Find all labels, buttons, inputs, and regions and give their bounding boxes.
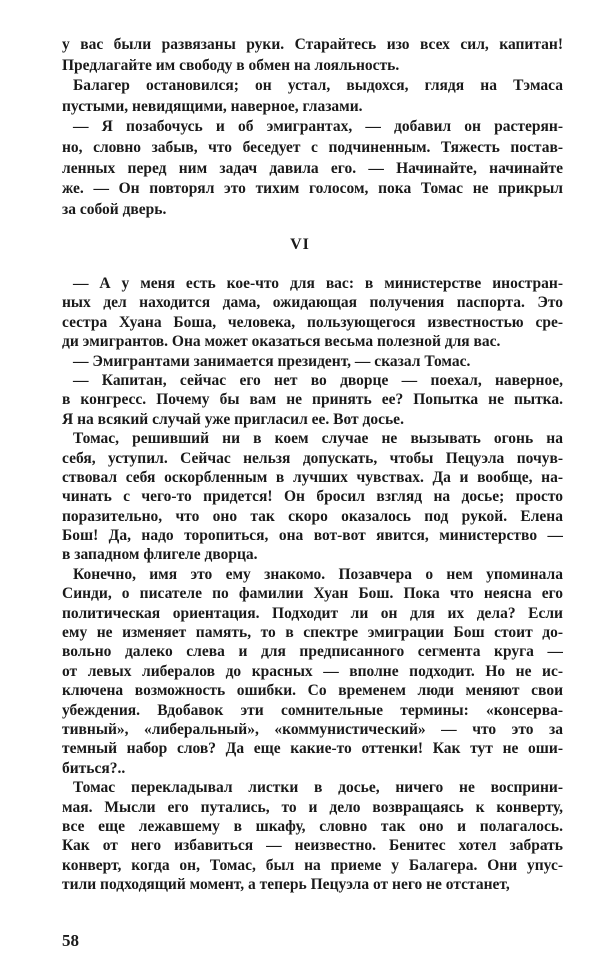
paragraph: [62, 76, 563, 117]
text-line: но, словно забыв, что беседует с подчиненным. Тяжесть постав-: [62, 138, 563, 156]
text-line: ленных перед ним задач давила его. — Начинайте, начинайте: [62, 159, 563, 177]
text-line: Как от него избавиться — неизвестно. Бенитес хотел забрать: [62, 837, 563, 855]
paragraph: [62, 778, 563, 894]
section-heading: VI: [290, 236, 310, 253]
text-line: у вас были развязаны руки. Старайтесь изо всех сил, капитан!: [62, 36, 563, 53]
paragraph: [62, 565, 563, 778]
text-line: поразительно, что оно так скоро оказалось под рукой. Елена: [62, 507, 563, 525]
page-number: 58: [62, 931, 79, 950]
text-line: в западном флигеле дворца.: [62, 546, 258, 564]
text-line: Бош! Да, надо торопиться, она вот-вот явится, министерство —: [62, 527, 563, 545]
text-line: мая. Мысли его путались, то и дело возвращаясь к конверту,: [62, 798, 563, 816]
paragraph: [62, 352, 563, 371]
text-line: политическая ориентация. Подходит ли он для их дела? Если: [62, 604, 563, 622]
text-line: Томас перекладывал листки в досье, ничего не восприни-: [73, 779, 563, 797]
text-line: ных дел находится дама, ожидающая получения паспорта. Это: [62, 294, 563, 312]
paragraph: [62, 371, 563, 429]
text-block-main: [62, 274, 563, 895]
text-line: сестра Хуана Боша, человека, пользующегося известностью сре-: [62, 313, 563, 331]
text-line: убеждения. Вдобавок эти сомнительные термины: «консерва-: [62, 701, 563, 719]
text-line: ключена возможность ошибки. Со временем люди меняют свои: [62, 682, 563, 700]
text-line: за собой дверь.: [62, 200, 167, 218]
text-line: — Эмигрантами занимается президент, — сказал Томас.: [73, 352, 471, 370]
text-line: ствовал себя оскорбленным в лучших чувствах. Да и вообще, на-: [62, 468, 563, 486]
paragraph: [62, 274, 563, 352]
text-line: Предлагайте им свободу в обмен на лояльность.: [62, 56, 400, 74]
text-line: ди эмигрантов. Она может оказаться весьма полезной для вас.: [62, 333, 501, 351]
text-line: Томас, решивший ни в коем случае не вызывать огонь на: [73, 430, 563, 448]
text-block-top: [62, 35, 563, 220]
text-line: пустыми, невидящими, наверное, глазами.: [62, 97, 363, 115]
text-line: же. — Он повторял это тихим голосом, пока Томас не прикрыл: [62, 180, 563, 198]
text-line: Синди, о писателе по фамилии Хуан Бош. Пока что неясна его: [62, 585, 563, 603]
text-line: тивный», «либеральный», «коммунистический» — что это за: [62, 720, 563, 738]
text-line: ему не изменяет память, то в спектре эмиграции Бош стоит до-: [62, 624, 563, 642]
text-line: — Я позабочусь и об эмигрантах, — добавил он растерян-: [73, 118, 563, 136]
paragraph: [62, 117, 563, 220]
text-line: в конгресс. Почему бы вам не принять ее? Попытка не пытка.: [62, 391, 563, 409]
text-line: все еще лежавшему в шкафу, словно так оно и полагалось.: [62, 817, 563, 835]
text-line: вольно далеко слева и для предписанного сегмента круга —: [62, 643, 563, 661]
text-line: Я на всякий случай уже пригласил ее. Вот досье.: [62, 410, 404, 428]
text-line: Балагер остановился; он устал, выдохся, глядя на Тэмаса: [73, 77, 563, 95]
text-line: темный набор слов? Да еще какие-то оттенки! Как тут не оши-: [62, 740, 563, 758]
text-line: биться?..: [62, 759, 126, 777]
paragraph: [62, 35, 563, 76]
text-line: от левых либералов до красных — вполне подходит. Но не ис-: [62, 662, 563, 680]
text-line: конверт, когда он, Томас, был на приеме у Балагера. Они упус-: [62, 856, 563, 874]
text-line: — А у меня есть кое-что для вас: в министерстве иностран-: [73, 275, 563, 292]
text-line: — Капитан, сейчас его нет во дворце — поехал, наверное,: [73, 371, 563, 389]
text-line: чинать с чего-то придется! Он бросил взгляд на досье; просто: [62, 488, 563, 506]
text-line: себя, уступил. Сейчас нельзя допускать, чтобы Пецуэла почув-: [62, 449, 563, 467]
text-line: Конечно, имя это ему знакомо. Позавчера о нем упоминала: [73, 565, 563, 583]
paragraph: [62, 429, 563, 565]
text-line: тили подходящий момент, а теперь Пецуэла от него не отстанет,: [62, 876, 510, 894]
